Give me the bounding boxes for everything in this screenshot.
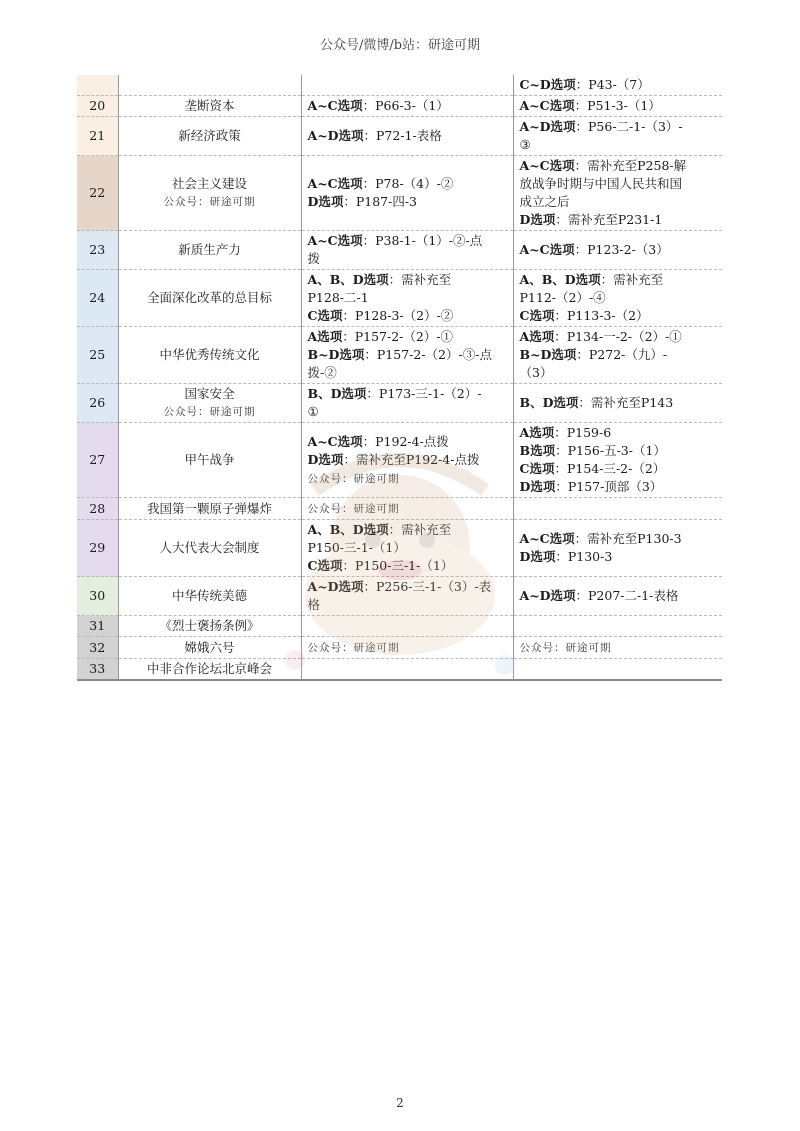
cell-line xyxy=(308,97,507,115)
option-label: C选项 xyxy=(519,461,555,476)
reference-cell-right xyxy=(513,384,722,423)
option-label: A~C选项 xyxy=(307,176,363,191)
page-reference: ：P123-2-（3） xyxy=(574,242,669,257)
reference-cell-left xyxy=(301,270,513,327)
page-reference: ：P38-1-（1）-②-点 xyxy=(362,233,483,248)
cell-line xyxy=(308,250,507,268)
reference-cell-left xyxy=(301,117,513,156)
cell-line xyxy=(520,289,717,307)
topic-cell xyxy=(118,270,301,327)
cell-line xyxy=(308,539,507,557)
option-label: A~C选项 xyxy=(519,242,575,257)
page-reference: 成立之后 xyxy=(519,194,570,209)
table-row xyxy=(77,423,722,498)
page-reference: ① xyxy=(307,404,319,419)
row-number: 21 xyxy=(77,117,118,156)
page-reference: ：P154-三-2-（2） xyxy=(554,461,666,476)
topic-cell xyxy=(118,637,301,659)
reference-cell-left xyxy=(301,659,513,681)
reference-cell-left xyxy=(301,616,513,637)
reference-cell-right xyxy=(513,616,722,637)
page-reference: ：P156-五-3-（1） xyxy=(555,443,666,458)
row-number: 20 xyxy=(77,96,118,117)
cell-line xyxy=(520,530,717,548)
reference-cell-right xyxy=(513,75,722,96)
topic-title: 甲午战争 xyxy=(184,452,235,467)
option-label: A~C选项 xyxy=(519,98,575,113)
option-label: A选项 xyxy=(519,425,555,440)
cell-line xyxy=(308,346,507,364)
topic-cell xyxy=(118,156,301,231)
page-reference: P150-三-1-（1） xyxy=(307,540,406,555)
reference-cell-left xyxy=(301,75,513,96)
table-row xyxy=(77,156,722,231)
option-label: A、B、D选项 xyxy=(519,272,601,287)
option-label: A~C选项 xyxy=(307,98,363,113)
row-number: 25 xyxy=(77,327,118,384)
option-label: D选项 xyxy=(519,549,556,564)
option-label: B~D选项 xyxy=(519,347,577,362)
page-reference: ：P78-（4）-② xyxy=(362,176,454,191)
page-reference: ：P66-3-（1） xyxy=(362,98,449,113)
cell-line xyxy=(308,578,507,596)
cell-line xyxy=(308,307,507,325)
topic-title: 中华传统美德 xyxy=(171,588,247,603)
cell-line xyxy=(308,193,507,211)
cell-line xyxy=(308,403,507,421)
table-row xyxy=(77,327,722,384)
option-label: C~D选项 xyxy=(519,77,576,92)
page-reference: ：P51-3-（1） xyxy=(574,98,661,113)
option-label: A~D选项 xyxy=(519,588,576,603)
topic-cell xyxy=(118,96,301,117)
option-label: A~D选项 xyxy=(307,579,364,594)
option-label: B~D选项 xyxy=(307,347,365,362)
reference-cell-left xyxy=(301,327,513,384)
table-row xyxy=(77,75,722,96)
cell-line xyxy=(520,638,717,657)
cell-line xyxy=(308,596,507,614)
reference-cell-right xyxy=(513,520,722,577)
row-number xyxy=(77,75,118,96)
reference-cell-right xyxy=(513,637,722,659)
row-number: 27 xyxy=(77,423,118,498)
cell-line xyxy=(520,211,717,229)
page-reference: 放战争时期与中国人民共和国 xyxy=(519,176,683,191)
topic-cell xyxy=(118,327,301,384)
page-reference: ：P187-四-3 xyxy=(343,194,418,209)
reference-cell-left xyxy=(301,498,513,520)
option-label: A~D选项 xyxy=(519,119,576,134)
page-reference: ：需补充至P192-4-点拨 xyxy=(343,451,480,467)
page-reference: ：需补充至P130-3 xyxy=(574,531,682,546)
page-reference: ：P134-一-2-（2）-① xyxy=(554,329,682,344)
cell-line xyxy=(308,451,507,469)
cell-line xyxy=(520,478,717,496)
row-number: 31 xyxy=(77,616,118,637)
table-row xyxy=(77,270,722,327)
row-number: 33 xyxy=(77,659,118,681)
option-label: A、B、D选项 xyxy=(307,272,389,287)
page-reference: ：需补充至 xyxy=(388,272,452,287)
reference-cell-right xyxy=(513,423,722,498)
page-reference: ：需补充至 xyxy=(600,272,664,287)
cell-line xyxy=(308,521,507,539)
row-number: 28 xyxy=(77,498,118,520)
watermark-text: 公众号：研途可期 xyxy=(307,472,400,485)
cell-line xyxy=(520,193,717,211)
watermark-text: 公众号：研途可期 xyxy=(163,406,256,418)
option-label: D选项 xyxy=(519,212,556,227)
page-reference: 拨-② xyxy=(307,365,337,380)
topic-title: 国家安全 xyxy=(184,386,235,401)
page-header: 公众号/微博/b站：研途可期 xyxy=(319,38,481,53)
page-reference: ：P256-三-1-（3）-表 xyxy=(363,579,492,594)
reference-cell-right xyxy=(513,96,722,117)
option-label: D选项 xyxy=(519,479,556,494)
option-label: A选项 xyxy=(307,329,343,344)
table-body xyxy=(77,75,722,680)
page-reference: ：P173-三-1-（2）- xyxy=(366,386,482,401)
topic-title: 嫦娥六号 xyxy=(184,639,235,655)
table-row xyxy=(77,520,722,577)
watermark-text: 公众号：研途可期 xyxy=(307,503,400,515)
page-reference: 拨 xyxy=(307,251,321,266)
option-label: B、D选项 xyxy=(519,395,579,410)
cell-line xyxy=(308,433,507,451)
cell-line xyxy=(308,638,507,657)
page-reference: ：P157-顶部（3） xyxy=(555,479,663,494)
cell-line xyxy=(520,394,717,412)
cell-line xyxy=(308,557,507,575)
cell-line xyxy=(520,271,717,289)
page-reference: ：需补充至P143 xyxy=(578,395,674,410)
topic-title: 中非合作论坛北京峰会 xyxy=(146,661,272,676)
topic-cell xyxy=(118,616,301,637)
cell-line xyxy=(520,424,717,442)
option-label: B选项 xyxy=(519,443,556,458)
page-reference: ：P159-6 xyxy=(554,425,612,440)
row-number: 26 xyxy=(77,384,118,423)
reference-cell-right xyxy=(513,327,722,384)
topic-cell xyxy=(118,231,301,270)
reference-cell-right xyxy=(513,231,722,270)
cell-line xyxy=(520,97,717,115)
topic-cell xyxy=(118,498,301,520)
reference-cell-right xyxy=(513,270,722,327)
topic-cell xyxy=(118,384,301,423)
watermark-text: 公众号：研途可期 xyxy=(307,642,400,654)
table-row xyxy=(77,96,722,117)
option-label: C选项 xyxy=(307,558,343,573)
row-number: 30 xyxy=(77,577,118,616)
cell-line xyxy=(308,232,507,250)
option-label: A~C选项 xyxy=(307,433,363,449)
cell-line xyxy=(520,175,717,193)
cell-line xyxy=(520,346,717,364)
watermark-text: 公众号：研途可期 xyxy=(519,642,612,654)
page-reference: ：P43-（7） xyxy=(575,77,650,92)
reference-cell-left xyxy=(301,96,513,117)
page-reference: ：P192-4-点拨 xyxy=(362,433,449,449)
cell-line xyxy=(308,469,507,488)
reference-cell-left xyxy=(301,520,513,577)
table-row xyxy=(77,577,722,616)
topic-title: 新经济政策 xyxy=(178,128,241,143)
option-label: B、D选项 xyxy=(307,386,367,401)
page-reference: ：P72-1-表格 xyxy=(363,128,442,143)
cell-line xyxy=(520,364,717,382)
option-label: A、B、D选项 xyxy=(307,522,389,537)
page-reference: P112-（2）-④ xyxy=(519,290,606,305)
answer-reference-table xyxy=(77,75,722,681)
option-label: A选项 xyxy=(519,329,555,344)
page-reference: ：P272-（九）- xyxy=(576,347,668,362)
page-number: 2 xyxy=(396,1096,404,1110)
reference-cell-left xyxy=(301,423,513,498)
table-row xyxy=(77,384,722,423)
page-reference: （3） xyxy=(519,365,553,380)
topic-title: 人大代表大会制度 xyxy=(159,540,260,555)
table-row xyxy=(77,637,722,659)
page-reference: ：需补充至P231-1 xyxy=(555,212,663,227)
page-reference: ：需补充至 xyxy=(388,522,452,537)
row-number: 29 xyxy=(77,520,118,577)
table-row xyxy=(77,616,722,637)
option-label: A~C选项 xyxy=(519,158,575,173)
topic-cell xyxy=(118,520,301,577)
cell-line xyxy=(520,587,717,605)
page-reference: ：P113-3-（2） xyxy=(554,308,649,323)
cell-line xyxy=(520,328,717,346)
reference-cell-right xyxy=(513,156,722,231)
cell-line xyxy=(520,136,717,154)
topic-title: 新质生产力 xyxy=(178,242,241,257)
page-reference: ：P157-2-（2）-③-点 xyxy=(364,347,492,362)
topic-cell xyxy=(118,75,301,96)
reference-cell-left xyxy=(301,637,513,659)
cell-line xyxy=(520,118,717,136)
row-number: 22 xyxy=(77,156,118,231)
topic-title: 中华优秀传统文化 xyxy=(159,347,260,362)
page-reference: ：P130-3 xyxy=(555,549,613,564)
cell-line xyxy=(308,328,507,346)
topic-cell xyxy=(118,117,301,156)
table-row xyxy=(77,498,722,520)
topic-cell xyxy=(118,659,301,681)
row-number: 24 xyxy=(77,270,118,327)
page-reference: 格 xyxy=(307,597,321,612)
option-label: C选项 xyxy=(519,308,555,323)
cell-line xyxy=(308,289,507,307)
cell-line xyxy=(308,364,507,382)
reference-cell-right xyxy=(513,577,722,616)
cell-line xyxy=(520,307,717,325)
reference-cell-left xyxy=(301,156,513,231)
topic-title: 全面深化改革的总目标 xyxy=(146,290,272,305)
cell-line xyxy=(308,175,507,193)
reference-cell-right xyxy=(513,498,722,520)
option-label: A~C选项 xyxy=(307,233,363,248)
option-label: A~D选项 xyxy=(307,128,364,143)
option-label: D选项 xyxy=(307,194,344,209)
table-row xyxy=(77,117,722,156)
row-number: 23 xyxy=(77,231,118,270)
table-row xyxy=(77,659,722,681)
cell-line xyxy=(520,548,717,566)
cell-line xyxy=(308,385,507,403)
page-reference: P128-二-1 xyxy=(307,290,369,305)
page-reference: ：需补充至P258-解 xyxy=(574,158,687,173)
cell-line xyxy=(520,241,717,259)
table-row xyxy=(77,231,722,270)
option-label: D选项 xyxy=(307,451,344,467)
reference-cell-left xyxy=(301,384,513,423)
page-reference: ：P128-3-（2）-② xyxy=(342,308,454,323)
cell-line xyxy=(520,76,717,94)
topic-title: 《烈士褒扬条例》 xyxy=(159,618,260,633)
option-label: C选项 xyxy=(307,308,343,323)
option-label: A~C选项 xyxy=(519,531,575,546)
topic-title: 垄断资本 xyxy=(184,98,235,113)
topic-cell xyxy=(118,577,301,616)
page-reference: ：P207-二-1-表格 xyxy=(575,588,679,603)
reference-cell-right xyxy=(513,659,722,681)
page-reference: ：P56-二-1-（3）- xyxy=(575,119,683,134)
cell-line xyxy=(308,127,507,145)
cell-line xyxy=(520,442,717,460)
topic-title: 社会主义建设 xyxy=(171,176,247,191)
cell-line xyxy=(308,499,507,518)
cell-line xyxy=(520,157,717,175)
page-reference: ③ xyxy=(519,137,531,152)
reference-cell-right xyxy=(513,117,722,156)
page-reference: ：P157-2-（2）-① xyxy=(342,329,454,344)
cell-line xyxy=(308,271,507,289)
topic-cell xyxy=(118,423,301,498)
watermark-text: 公众号：研途可期 xyxy=(163,196,256,208)
page-reference: ：P150-三-1-（1） xyxy=(342,558,454,573)
row-number: 32 xyxy=(77,637,118,659)
reference-cell-left xyxy=(301,231,513,270)
reference-cell-left xyxy=(301,577,513,616)
topic-title: 我国第一颗原子弹爆炸 xyxy=(146,500,272,516)
cell-line xyxy=(520,460,717,478)
